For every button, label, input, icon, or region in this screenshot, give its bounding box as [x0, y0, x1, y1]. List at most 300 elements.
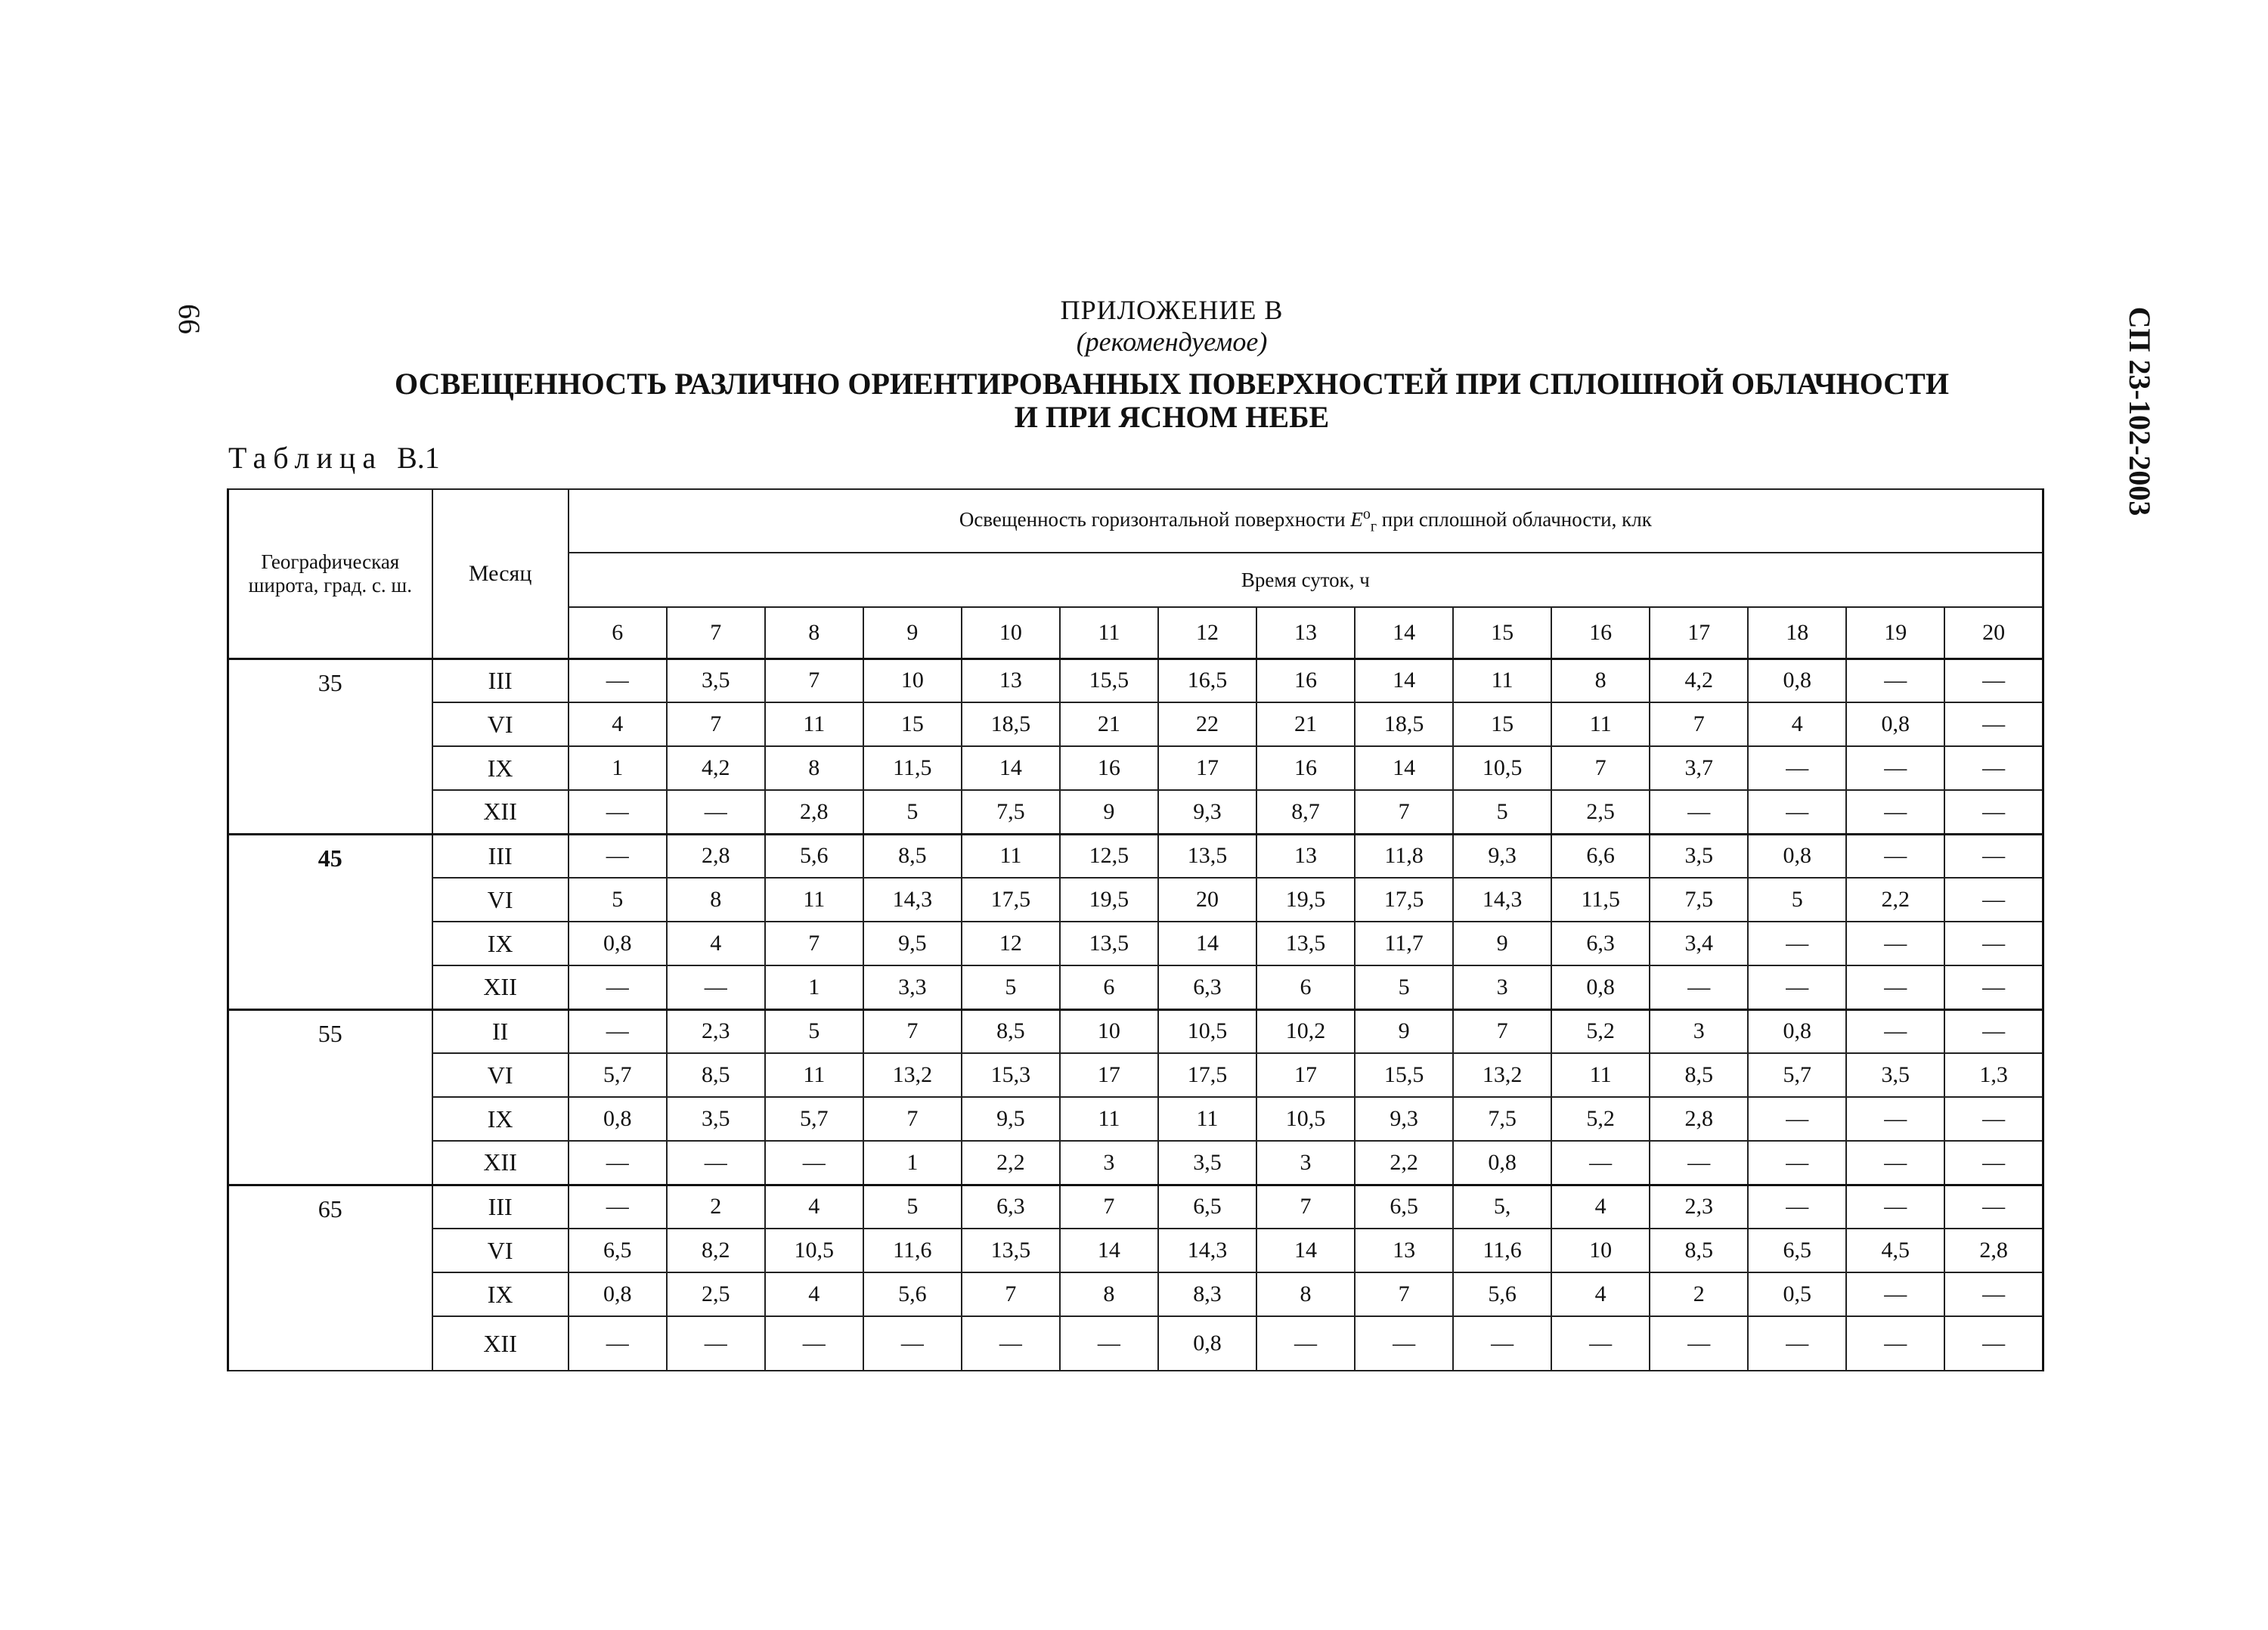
value-cell: 11,6 — [1453, 1229, 1551, 1272]
value-cell: 0,8 — [1158, 1316, 1256, 1371]
value-cell: 5,6 — [1453, 1272, 1551, 1316]
value-cell: 3,7 — [1650, 746, 1748, 790]
illuminance-sup: о — [1362, 506, 1371, 523]
value-cell: 6,6 — [1551, 834, 1650, 878]
value-cell: 13 — [1256, 834, 1355, 878]
value-cell: 3,5 — [1846, 1053, 1944, 1097]
value-cell: 14 — [1355, 746, 1453, 790]
value-cell: — — [569, 1185, 667, 1229]
table-row — [228, 878, 2043, 922]
value-cell: 17,5 — [962, 878, 1060, 922]
page-number: 66 — [172, 304, 206, 334]
table-row — [228, 790, 2043, 834]
value-cell: 7 — [863, 1097, 962, 1141]
value-cell: — — [1944, 659, 2043, 702]
value-cell: 12,5 — [1060, 834, 1158, 878]
value-cell: 3 — [1256, 1141, 1355, 1185]
value-cell: 3,5 — [1158, 1141, 1256, 1185]
value-cell: 7 — [962, 1272, 1060, 1316]
value-cell: 6 — [1060, 965, 1158, 1009]
value-cell: 11 — [1060, 1097, 1158, 1141]
header-hour: 9 — [863, 607, 962, 659]
value-cell: — — [1650, 1141, 1748, 1185]
value-cell: 7,5 — [1650, 878, 1748, 922]
value-cell: 6,5 — [1158, 1185, 1256, 1229]
value-cell: — — [1846, 1097, 1944, 1141]
value-cell: 7,5 — [962, 790, 1060, 834]
value-cell: 22 — [1158, 702, 1256, 746]
value-cell: 11,6 — [863, 1229, 962, 1272]
illuminance-sub: г — [1370, 518, 1377, 535]
value-cell: 7 — [1355, 1272, 1453, 1316]
value-cell: — — [1650, 790, 1748, 834]
value-cell: 0,8 — [1846, 702, 1944, 746]
value-cell: 6,3 — [1158, 965, 1256, 1009]
value-cell: — — [1748, 1316, 1846, 1371]
table-row — [228, 1053, 2043, 1097]
value-cell: 11,8 — [1355, 834, 1453, 878]
latitude-cell: 45 — [228, 834, 432, 1009]
value-cell: 1 — [569, 746, 667, 790]
value-cell: 10 — [863, 659, 962, 702]
header-hour: 11 — [1060, 607, 1158, 659]
value-cell: — — [1551, 1316, 1650, 1371]
value-cell: — — [1944, 1272, 2043, 1316]
value-cell: 11,5 — [863, 746, 962, 790]
value-cell: — — [1944, 1185, 2043, 1229]
value-cell: 5 — [1355, 965, 1453, 1009]
value-cell: 7 — [765, 922, 863, 965]
value-cell: — — [569, 659, 667, 702]
value-cell: 10,5 — [765, 1229, 863, 1272]
value-cell: 3,5 — [1650, 834, 1748, 878]
value-cell: 0,8 — [569, 1272, 667, 1316]
value-cell: — — [1846, 1185, 1944, 1229]
value-cell: 9 — [1453, 922, 1551, 965]
value-cell: 16 — [1256, 746, 1355, 790]
value-cell: — — [569, 834, 667, 878]
value-cell: — — [1944, 1141, 2043, 1185]
value-cell: 14 — [1158, 922, 1256, 965]
value-cell: 2,2 — [1846, 878, 1944, 922]
value-cell: 5,7 — [765, 1097, 863, 1141]
value-cell: — — [1650, 965, 1748, 1009]
value-cell: 5,2 — [1551, 1009, 1650, 1053]
value-cell: — — [1944, 878, 2043, 922]
value-cell: — — [1748, 1141, 1846, 1185]
value-cell: 0,8 — [1453, 1141, 1551, 1185]
header-hour: 8 — [765, 607, 863, 659]
table-row — [228, 965, 2043, 1009]
value-cell: 10,5 — [1453, 746, 1551, 790]
value-cell: — — [1944, 1009, 2043, 1053]
value-cell: 6,3 — [1551, 922, 1650, 965]
table-row — [228, 1097, 2043, 1141]
document-code: СП 23-102-2003 — [2123, 306, 2157, 516]
table-row — [228, 1229, 2043, 1272]
header-hour: 6 — [569, 607, 667, 659]
value-cell: 17,5 — [1158, 1053, 1256, 1097]
value-cell: 5,6 — [765, 834, 863, 878]
value-cell: — — [1846, 1272, 1944, 1316]
page-title-line-1: ОСВЕЩЕННОСТЬ РАЗЛИЧНО ОРИЕНТИРОВАННЫХ ПОВЕРХНОСТЕЙ ПРИ СПЛОШНОЙ ОБЛАЧНОСТИ — [395, 367, 1949, 401]
value-cell: — — [1944, 834, 2043, 878]
value-cell: 7,5 — [1453, 1097, 1551, 1141]
value-cell: 8,5 — [1650, 1229, 1748, 1272]
latitude-cell: 35 — [228, 659, 432, 834]
value-cell: 15,5 — [1060, 659, 1158, 702]
value-cell: 8 — [1551, 659, 1650, 702]
value-cell: 3 — [1060, 1141, 1158, 1185]
value-cell: 2,8 — [667, 834, 765, 878]
value-cell: 10 — [1060, 1009, 1158, 1053]
value-cell: 18,5 — [1355, 702, 1453, 746]
value-cell: 6 — [1256, 965, 1355, 1009]
page-title — [302, 367, 2041, 434]
value-cell: 8,5 — [667, 1053, 765, 1097]
value-cell: — — [1748, 965, 1846, 1009]
value-cell: 4 — [667, 922, 765, 965]
month-cell: III — [432, 834, 569, 878]
value-cell: — — [1060, 1316, 1158, 1371]
value-cell: 13,5 — [1256, 922, 1355, 965]
table-row — [228, 746, 2043, 790]
value-cell: 21 — [1060, 702, 1158, 746]
value-cell: 0,8 — [1748, 659, 1846, 702]
table-row — [228, 922, 2043, 965]
value-cell: 2,8 — [1650, 1097, 1748, 1141]
value-cell: 4 — [765, 1185, 863, 1229]
value-cell: — — [569, 1009, 667, 1053]
value-cell: 13,5 — [1158, 834, 1256, 878]
value-cell: — — [569, 965, 667, 1009]
value-cell: 8,2 — [667, 1229, 765, 1272]
value-cell: — — [1748, 1185, 1846, 1229]
value-cell: 3 — [1453, 965, 1551, 1009]
value-cell: 7 — [1256, 1185, 1355, 1229]
value-cell: — — [1355, 1316, 1453, 1371]
value-cell: 17 — [1256, 1053, 1355, 1097]
value-cell: — — [1748, 746, 1846, 790]
value-cell: 8 — [667, 878, 765, 922]
header-hour: 16 — [1551, 607, 1650, 659]
value-cell: 18,5 — [962, 702, 1060, 746]
value-cell: 5 — [765, 1009, 863, 1053]
value-cell: 0,8 — [569, 1097, 667, 1141]
table-row — [228, 659, 2043, 702]
month-cell: IX — [432, 922, 569, 965]
month-cell: VI — [432, 1229, 569, 1272]
month-cell: XII — [432, 965, 569, 1009]
value-cell: — — [1256, 1316, 1355, 1371]
value-cell: 2,8 — [765, 790, 863, 834]
header-hour: 20 — [1944, 607, 2043, 659]
value-cell: 2 — [667, 1185, 765, 1229]
value-cell: — — [569, 790, 667, 834]
value-cell: — — [1944, 790, 2043, 834]
value-cell: — — [1551, 1141, 1650, 1185]
header-time-of-day: Время суток, ч — [569, 553, 2043, 607]
value-cell: 11,5 — [1551, 878, 1650, 922]
value-cell: — — [765, 1316, 863, 1371]
value-cell: 15,5 — [1355, 1053, 1453, 1097]
value-cell: 15,3 — [962, 1053, 1060, 1097]
value-cell: 16,5 — [1158, 659, 1256, 702]
table-caption-number: В.1 — [397, 441, 440, 475]
value-cell: 9 — [1060, 790, 1158, 834]
value-cell: 13,2 — [1453, 1053, 1551, 1097]
value-cell: 9 — [1355, 1009, 1453, 1053]
illuminance-symbol: E — [1350, 508, 1363, 531]
value-cell: — — [765, 1141, 863, 1185]
page-title-line-2: И ПРИ ЯСНОМ НЕБЕ — [1014, 400, 1330, 434]
value-cell: 3,3 — [863, 965, 962, 1009]
month-cell: VI — [432, 878, 569, 922]
value-cell: 19,5 — [1256, 878, 1355, 922]
value-cell: — — [1944, 746, 2043, 790]
value-cell: 4 — [765, 1272, 863, 1316]
month-cell: XII — [432, 1316, 569, 1371]
header-illuminance-unit: при сплошной облачности, клк — [1377, 508, 1652, 531]
header-hour: 10 — [962, 607, 1060, 659]
value-cell: 16 — [1256, 659, 1355, 702]
value-cell: — — [569, 1141, 667, 1185]
value-cell: — — [667, 1316, 765, 1371]
header-latitude: Географическая широта, град. с. ш. — [228, 489, 432, 659]
month-cell: II — [432, 1009, 569, 1053]
value-cell: 4 — [569, 702, 667, 746]
value-cell: — — [1846, 965, 1944, 1009]
value-cell: — — [1846, 1009, 1944, 1053]
month-cell: VI — [432, 1053, 569, 1097]
value-cell: 7 — [1453, 1009, 1551, 1053]
header-month: Месяц — [432, 489, 569, 659]
value-cell: 2,5 — [1551, 790, 1650, 834]
value-cell: 11 — [1551, 702, 1650, 746]
value-cell: 8,5 — [1650, 1053, 1748, 1097]
value-cell: — — [1846, 1316, 1944, 1371]
table-caption — [228, 440, 440, 476]
value-cell: 0,8 — [1748, 834, 1846, 878]
header-hour: 12 — [1158, 607, 1256, 659]
value-cell: 5,6 — [863, 1272, 962, 1316]
value-cell: — — [1748, 922, 1846, 965]
value-cell: 7 — [1060, 1185, 1158, 1229]
table-caption-word: Таблица — [228, 441, 383, 475]
value-cell: 4 — [1551, 1185, 1650, 1229]
value-cell: 7 — [863, 1009, 962, 1053]
month-cell: IX — [432, 1272, 569, 1316]
value-cell: 2,3 — [1650, 1185, 1748, 1229]
latitude-cell: 65 — [228, 1185, 432, 1371]
value-cell: 1 — [863, 1141, 962, 1185]
value-cell: 5 — [1748, 878, 1846, 922]
appendix-heading: ПРИЛОЖЕНИЕ В — [1060, 295, 1284, 325]
value-cell: 6,3 — [962, 1185, 1060, 1229]
header-hour: 15 — [1453, 607, 1551, 659]
value-cell: 2,3 — [667, 1009, 765, 1053]
value-cell: — — [1944, 702, 2043, 746]
value-cell: 8,5 — [863, 834, 962, 878]
value-cell: 4 — [1551, 1272, 1650, 1316]
value-cell: 2,5 — [667, 1272, 765, 1316]
value-cell: — — [667, 1141, 765, 1185]
value-cell: 2,2 — [962, 1141, 1060, 1185]
value-cell: — — [1846, 746, 1944, 790]
value-cell: 1,3 — [1944, 1053, 2043, 1097]
month-cell: XII — [432, 790, 569, 834]
value-cell: 10,2 — [1256, 1009, 1355, 1053]
value-cell: 21 — [1256, 702, 1355, 746]
header-hour: 17 — [1650, 607, 1748, 659]
value-cell: 2,2 — [1355, 1141, 1453, 1185]
value-cell: 8,3 — [1158, 1272, 1256, 1316]
appendix-subheading: (рекомендуемое) — [1076, 327, 1268, 357]
month-cell: XII — [432, 1141, 569, 1185]
value-cell: — — [1846, 1141, 1944, 1185]
value-cell: 15 — [1453, 702, 1551, 746]
value-cell: — — [1453, 1316, 1551, 1371]
value-cell: 9,5 — [962, 1097, 1060, 1141]
value-cell: 10 — [1551, 1229, 1650, 1272]
value-cell: 5,2 — [1551, 1097, 1650, 1141]
header-illuminance — [569, 489, 2043, 553]
table-row — [228, 1009, 2043, 1053]
value-cell: 11 — [1158, 1097, 1256, 1141]
value-cell: 5 — [1453, 790, 1551, 834]
value-cell: 6,5 — [1355, 1185, 1453, 1229]
value-cell: 16 — [1060, 746, 1158, 790]
value-cell: 15 — [863, 702, 962, 746]
value-cell: 9,5 — [863, 922, 962, 965]
value-cell: 11 — [1453, 659, 1551, 702]
value-cell: 14 — [1256, 1229, 1355, 1272]
value-cell: 3,5 — [667, 659, 765, 702]
value-cell: 5 — [863, 1185, 962, 1229]
value-cell: 5,7 — [569, 1053, 667, 1097]
value-cell: 3 — [1650, 1009, 1748, 1053]
value-cell: 13,5 — [962, 1229, 1060, 1272]
value-cell: — — [962, 1316, 1060, 1371]
month-cell: VI — [432, 702, 569, 746]
value-cell: 8 — [1060, 1272, 1158, 1316]
header-hour: 19 — [1846, 607, 1944, 659]
value-cell: 8,5 — [962, 1009, 1060, 1053]
value-cell: 12 — [962, 922, 1060, 965]
value-cell: — — [1846, 659, 1944, 702]
value-cell: 13 — [962, 659, 1060, 702]
table-row — [228, 1141, 2043, 1185]
value-cell: 13,5 — [1060, 922, 1158, 965]
value-cell: 5,7 — [1748, 1053, 1846, 1097]
value-cell: 2 — [1650, 1272, 1748, 1316]
value-cell: 8 — [1256, 1272, 1355, 1316]
value-cell: — — [1650, 1316, 1748, 1371]
value-cell: 4,2 — [667, 746, 765, 790]
value-cell: — — [863, 1316, 962, 1371]
value-cell: 0,5 — [1748, 1272, 1846, 1316]
month-cell: IX — [432, 1097, 569, 1141]
value-cell: 4,5 — [1846, 1229, 1944, 1272]
header-hour: 18 — [1748, 607, 1846, 659]
value-cell: — — [667, 790, 765, 834]
value-cell: 14,3 — [1158, 1229, 1256, 1272]
table-row — [228, 834, 2043, 878]
value-cell: — — [1846, 790, 1944, 834]
month-cell: III — [432, 1185, 569, 1229]
value-cell: 14,3 — [1453, 878, 1551, 922]
value-cell: — — [1944, 1097, 2043, 1141]
value-cell: 13 — [1355, 1229, 1453, 1272]
value-cell: — — [1748, 1097, 1846, 1141]
value-cell: — — [1846, 834, 1944, 878]
header-hour: 14 — [1355, 607, 1453, 659]
value-cell: — — [1846, 922, 1944, 965]
value-cell: 10,5 — [1256, 1097, 1355, 1141]
value-cell: 13,2 — [863, 1053, 962, 1097]
value-cell: — — [1944, 965, 2043, 1009]
table-row — [228, 702, 2043, 746]
value-cell: 3,5 — [667, 1097, 765, 1141]
value-cell: 3,4 — [1650, 922, 1748, 965]
value-cell: 0,8 — [1748, 1009, 1846, 1053]
value-cell: — — [1944, 1316, 2043, 1371]
value-cell: 7 — [765, 659, 863, 702]
header-illuminance-text: Освещенность горизонтальной поверхности — [959, 508, 1351, 531]
value-cell: 14 — [1060, 1229, 1158, 1272]
value-cell: 10,5 — [1158, 1009, 1256, 1053]
value-cell: 8 — [765, 746, 863, 790]
value-cell: 2,8 — [1944, 1229, 2043, 1272]
value-cell: 7 — [667, 702, 765, 746]
value-cell: — — [1748, 790, 1846, 834]
month-cell: IX — [432, 746, 569, 790]
header-hour: 7 — [667, 607, 765, 659]
value-cell: 5 — [962, 965, 1060, 1009]
value-cell: — — [569, 1316, 667, 1371]
value-cell: 0,8 — [1551, 965, 1650, 1009]
month-cell: III — [432, 659, 569, 702]
value-cell: 4 — [1748, 702, 1846, 746]
table-row — [228, 1316, 2043, 1371]
value-cell: 14,3 — [863, 878, 962, 922]
value-cell: 4,2 — [1650, 659, 1748, 702]
value-cell: — — [667, 965, 765, 1009]
value-cell: 9,3 — [1355, 1097, 1453, 1141]
value-cell: 1 — [765, 965, 863, 1009]
value-cell: 7 — [1551, 746, 1650, 790]
value-cell: 20 — [1158, 878, 1256, 922]
table-row — [228, 1272, 2043, 1316]
value-cell: 5 — [569, 878, 667, 922]
value-cell: 6,5 — [1748, 1229, 1846, 1272]
value-cell: 7 — [1650, 702, 1748, 746]
value-cell: — — [1944, 922, 2043, 965]
value-cell: 9,3 — [1453, 834, 1551, 878]
value-cell: 0,8 — [569, 922, 667, 965]
value-cell: 11 — [1551, 1053, 1650, 1097]
value-cell: 5, — [1453, 1185, 1551, 1229]
value-cell: 11 — [765, 1053, 863, 1097]
value-cell: 17 — [1060, 1053, 1158, 1097]
value-cell: 11,7 — [1355, 922, 1453, 965]
value-cell: 9,3 — [1158, 790, 1256, 834]
value-cell: 11 — [765, 702, 863, 746]
value-cell: 7 — [1355, 790, 1453, 834]
value-cell: 17 — [1158, 746, 1256, 790]
value-cell: 14 — [1355, 659, 1453, 702]
value-cell: 11 — [962, 834, 1060, 878]
